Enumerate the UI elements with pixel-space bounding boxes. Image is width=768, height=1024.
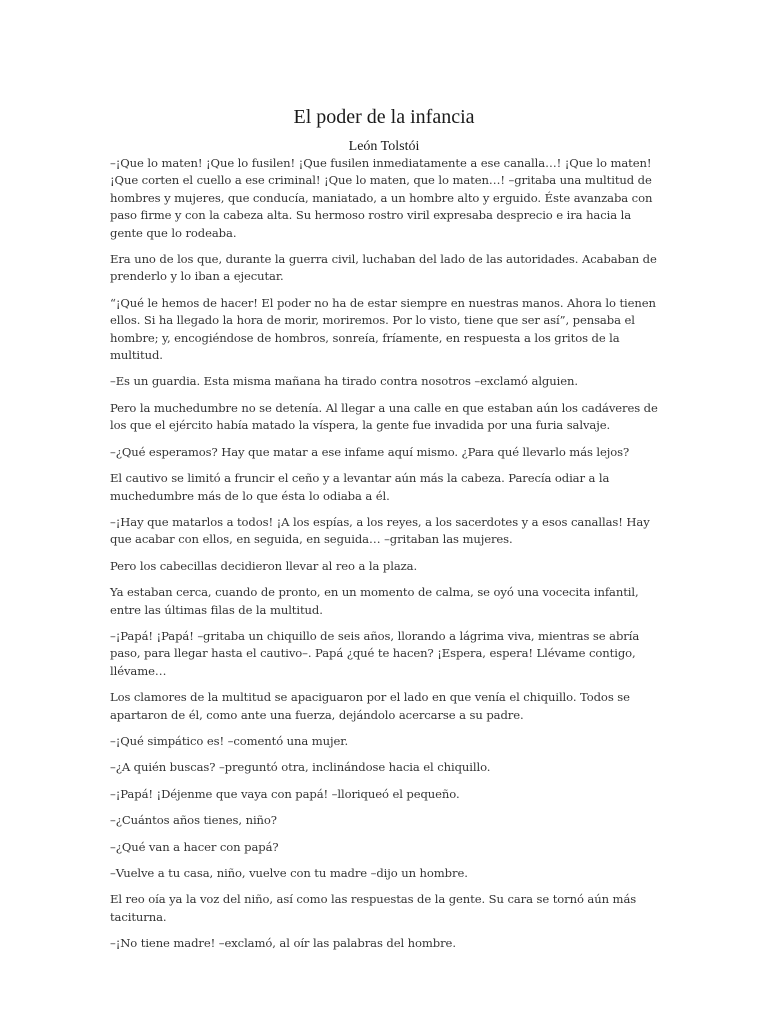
document-author: León Tolstói — [348, 139, 420, 154]
document-body — [110, 155, 662, 962]
paragraph: –¡Hay que matarlos a todos! ¡A los espías, a los reyes, a los sacerdotes y a esos canallas! Hay que acabar con ellos, en seguida, en seguida… –gritaban las mujeres. — [110, 514, 650, 547]
paragraph: Ya estaban cerca, cuando de pronto, en un momento de calma, se oyó una vocecita infantil, entre las últimas filas de la multitud. — [110, 585, 639, 617]
paragraph: El cautivo se limitó a fruncir el ceño y a levantar aún más la cabeza. Parecía odiar a la muchedumbre más de lo que ésta lo odiaba a él. — [110, 471, 610, 503]
paragraph: –¡Papá! ¡Déjenme que vaya con papá! –lloriqueó el pequeño. — [110, 786, 460, 801]
paragraph: –Es un guardia. Esta misma mañana ha tirado contra nosotros –exclamó alguien. — [110, 374, 578, 389]
paragraph: –Vuelve a tu casa, niño, vuelve con tu madre –dijo un hombre. — [110, 866, 468, 880]
paragraph: –¡Que lo maten! ¡Que lo fusilen! ¡Que fusilen inmediatamente a ese canalla…! ¡Que lo maten! ¡Que corten el cuello a ese criminal! ¡Que lo maten, que lo maten…! –gritaba una multitud de hombres y mujeres, que conducía, maniatado, a un hombre alto y erguido. Éste avanzaba con paso firme y con la cabeza alta. Su hermoso rostro viril expresaba desprecio e ira hacia la gente que lo rodeaba. — [110, 156, 653, 240]
paragraph: “¡Qué le hemos de hacer! El poder no ha de estar siempre en nuestras manos. Ahora lo tienen ellos. Si ha llegado la hora de morir, moriremos. Por lo visto, tiene que ser así”, pensaba el hombre; y, encogiéndose de hombros, sonreía, fríamente, en respuesta a los gritos de la multitud. — [110, 295, 656, 363]
paragraph: –¿Qué van a hacer con papá? — [110, 839, 279, 854]
paragraph: Pero los cabecillas decidieron llevar al reo a la plaza. — [110, 558, 418, 573]
paragraph: Pero la muchedumbre no se detenía. Al llegar a una calle en que estaban aún los cadáveres de los que el ejército había matado la víspera, la gente fue invadida por una furia salvaje. — [110, 400, 658, 433]
paragraph: –¡Papá! ¡Papá! –gritaba un chiquillo de seis años, llorando a lágrima viva, mientras se abría paso, para llegar hasta el cautivo–. Papá ¿qué te hacen? ¡Espera, espera! Llévame contigo, llévame… — [110, 628, 640, 678]
paragraph: –¡No tiene madre! –exclamó, al oír las palabras del hombre. — [110, 936, 456, 951]
paragraph: –¿Qué esperamos? Hay que matar a ese infame aquí mismo. ¿Para qué llevarlo más lejos? — [110, 444, 630, 459]
document-title: El poder de la infancia — [293, 106, 475, 128]
paragraph: El reo oía ya la voz del niño, así como las respuestas de la gente. Su cara se tornó aún más taciturna. — [110, 892, 637, 924]
paragraph: Los clamores de la multitud se apaciguaron por el lado en que venía el chiquillo. Todos se apartaron de él, como ante una fuerza, dejándolo acercarse a su padre. — [110, 690, 630, 722]
paragraph: –¿A quién buscas? –preguntó otra, inclinándose hacia el chiquillo. — [110, 760, 491, 775]
paragraph: –¿Cuántos años tienes, niño? — [110, 813, 277, 828]
paragraph: Era uno de los que, durante la guerra civil, luchaban del lado de las autoridades. Acababan de prenderlo y lo iban a ejecutar. — [110, 252, 657, 284]
paragraph: –¡Qué simpático es! –comentó una mujer. — [110, 733, 349, 748]
